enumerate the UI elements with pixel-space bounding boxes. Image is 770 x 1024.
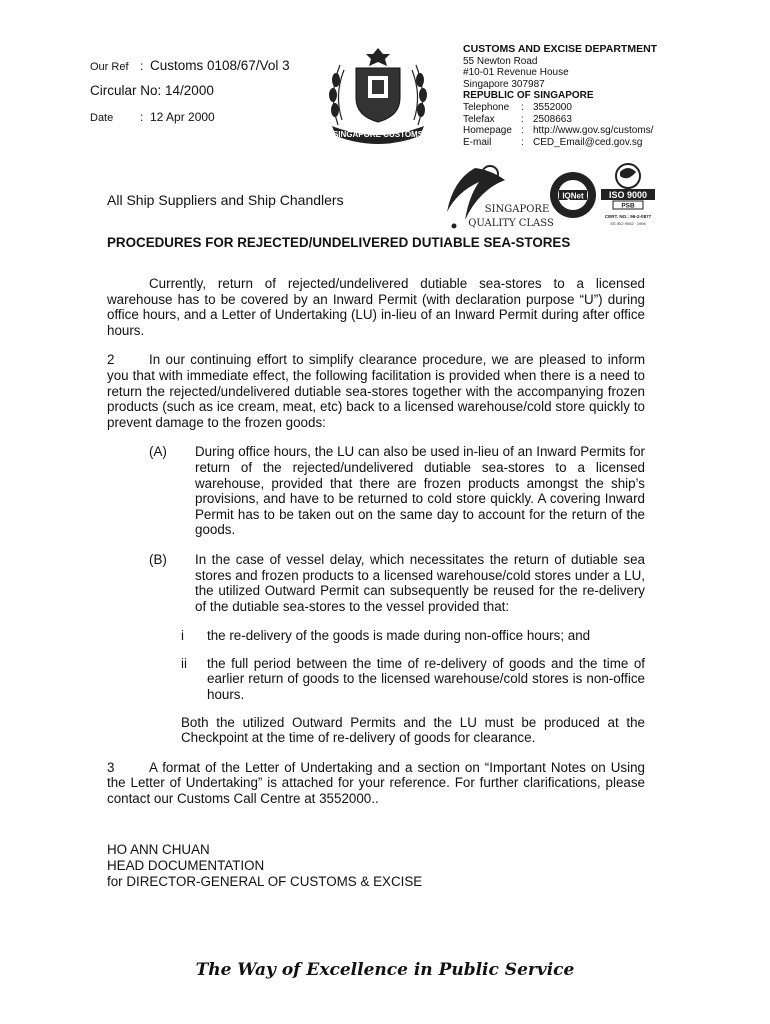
circular-number: Circular No: 14/2000 — [90, 83, 214, 98]
date-row: Date : 12 Apr 2000 — [90, 110, 215, 124]
singapore-customs-crest-icon — [318, 40, 438, 150]
addressee: All Ship Suppliers and Ship Chandlers — [107, 192, 344, 208]
iqnet-logo-icon — [548, 170, 598, 220]
item-b-note: Both the utilized Outward Permits and the LU must be produced at the Checkpoint at the time of re-delivery of goods for clearance. — [181, 714, 645, 746]
paragraph-1: Currently, return of rejected/undelivered dutiable sea-stores to a licensed warehouse has to be covered by an Inward Permit (with declaration purpose “U”) during office hours, and a Letter of Undertaking (LU) in-lieu of an Inward Permit during after office hours. — [107, 276, 645, 338]
signature-block — [107, 842, 422, 890]
contact-homepage: Homepage : http://www.gov.sg/customs/ — [463, 125, 654, 137]
country: REPUBLIC OF SINGAPORE — [463, 90, 594, 102]
footer-motto: The Way of Excellence in Public Service — [195, 960, 575, 980]
letter-body — [107, 276, 645, 821]
signatory-for: for DIRECTOR-GENERAL OF CUSTOMS & EXCISE — [107, 874, 423, 889]
signatory-name: HO ANN CHUAN — [107, 842, 210, 857]
our-ref-row: Our Ref : Customs 0108/67/Vol 3 — [90, 58, 290, 73]
cert-no-text: CERT. NO.: 96-2-0877 — [604, 214, 652, 219]
item-a: (A) During office hours, the LU can also be used in-lieu of an Inward Permits for return of the rejected/undelivered dutiable sea-stores to a licensed warehouse, provided that there are frozen products amongst the ship’s provisions, and have to be returned to cold store quickly. A covering Inward Permit has to be taken out on the same day to account for the return of the goods. — [149, 444, 645, 538]
item-b-ii: ii the full period between the time of re-delivery of goods and the time of earlier return of goods to the licensed warehouse/cold stores is non-office hours. — [181, 655, 645, 703]
paragraph-3: 3 A format of the Letter of Undertaking and a section on “Important Notes on Using the Letter of Undertaking” is attached for your reference. For further clarifications, please contact our Customs Call Centre at 3552000.. — [107, 759, 645, 807]
department-name: CUSTOMS AND EXCISE DEPARTMENT — [463, 43, 658, 55]
item-b-i: i the re-delivery of the goods is made during non-office hours; and — [181, 628, 591, 644]
quality-line-2: QUALITY CLASS — [468, 218, 554, 229]
contact-telephone: Telephone : 3552000 — [463, 101, 572, 113]
department-address — [463, 44, 657, 148]
cert-std-text: SS ISO 9002 : 1994 — [610, 221, 646, 226]
contact-email: E-mail : CED_Email@ced.gov.sg — [463, 136, 643, 148]
quality-line-1: SINGAPORE — [484, 204, 550, 215]
date-value: 12 Apr 2000 — [150, 110, 215, 124]
address-line-3: Singapore 307987 — [463, 78, 545, 90]
crest-banner-text: SINGAPORE CUSTOMS — [332, 130, 424, 139]
address-line-2: #10-01 Revenue House — [463, 67, 569, 79]
reference-block — [90, 58, 290, 134]
signatory-title: HEAD DOCUMENTATION — [107, 858, 265, 873]
paragraph-2: 2 In our continuing effort to simplify clearance procedure, we are pleased to inform you that with immediate effect, the following facilitation is provided when there is a need to return the rejected/undelivered dutiable sea-stores together with the accompanying frozen products (such as ice cream, meat, etc) back to a licensed warehouse/cold store quickly to prevent damage to the frozen goods: — [107, 352, 645, 430]
item-b: (B) In the case of vessel delay, which necessitates the return of dutiable sea stores and frozen products to a licensed warehouse/cold stores under a LU, the utilized Outward Permit can subsequently be reused for the re-delivery of the dutiable sea-stores to the vessel provided that: — [149, 551, 645, 614]
iso-text: ISO 9000 — [608, 190, 648, 200]
psb-text: PSB — [621, 202, 635, 210]
iqnet-text: IQNet — [562, 191, 584, 201]
subject-heading: PROCEDURES FOR REJECTED/UNDELIVERED DUTIABLE SEA-STORES — [107, 235, 571, 250]
our-ref-value: Customs 0108/67/Vol 3 — [150, 58, 290, 73]
iso-9000-logo-icon — [597, 162, 659, 230]
singapore-quality-class-logo-icon — [435, 160, 555, 232]
our-ref-label: Our Ref — [90, 61, 129, 73]
address-line-1: 55 Newton Road — [463, 55, 538, 67]
contact-telefax: Telefax : 2508663 — [463, 113, 572, 125]
date-label: Date — [90, 112, 114, 124]
